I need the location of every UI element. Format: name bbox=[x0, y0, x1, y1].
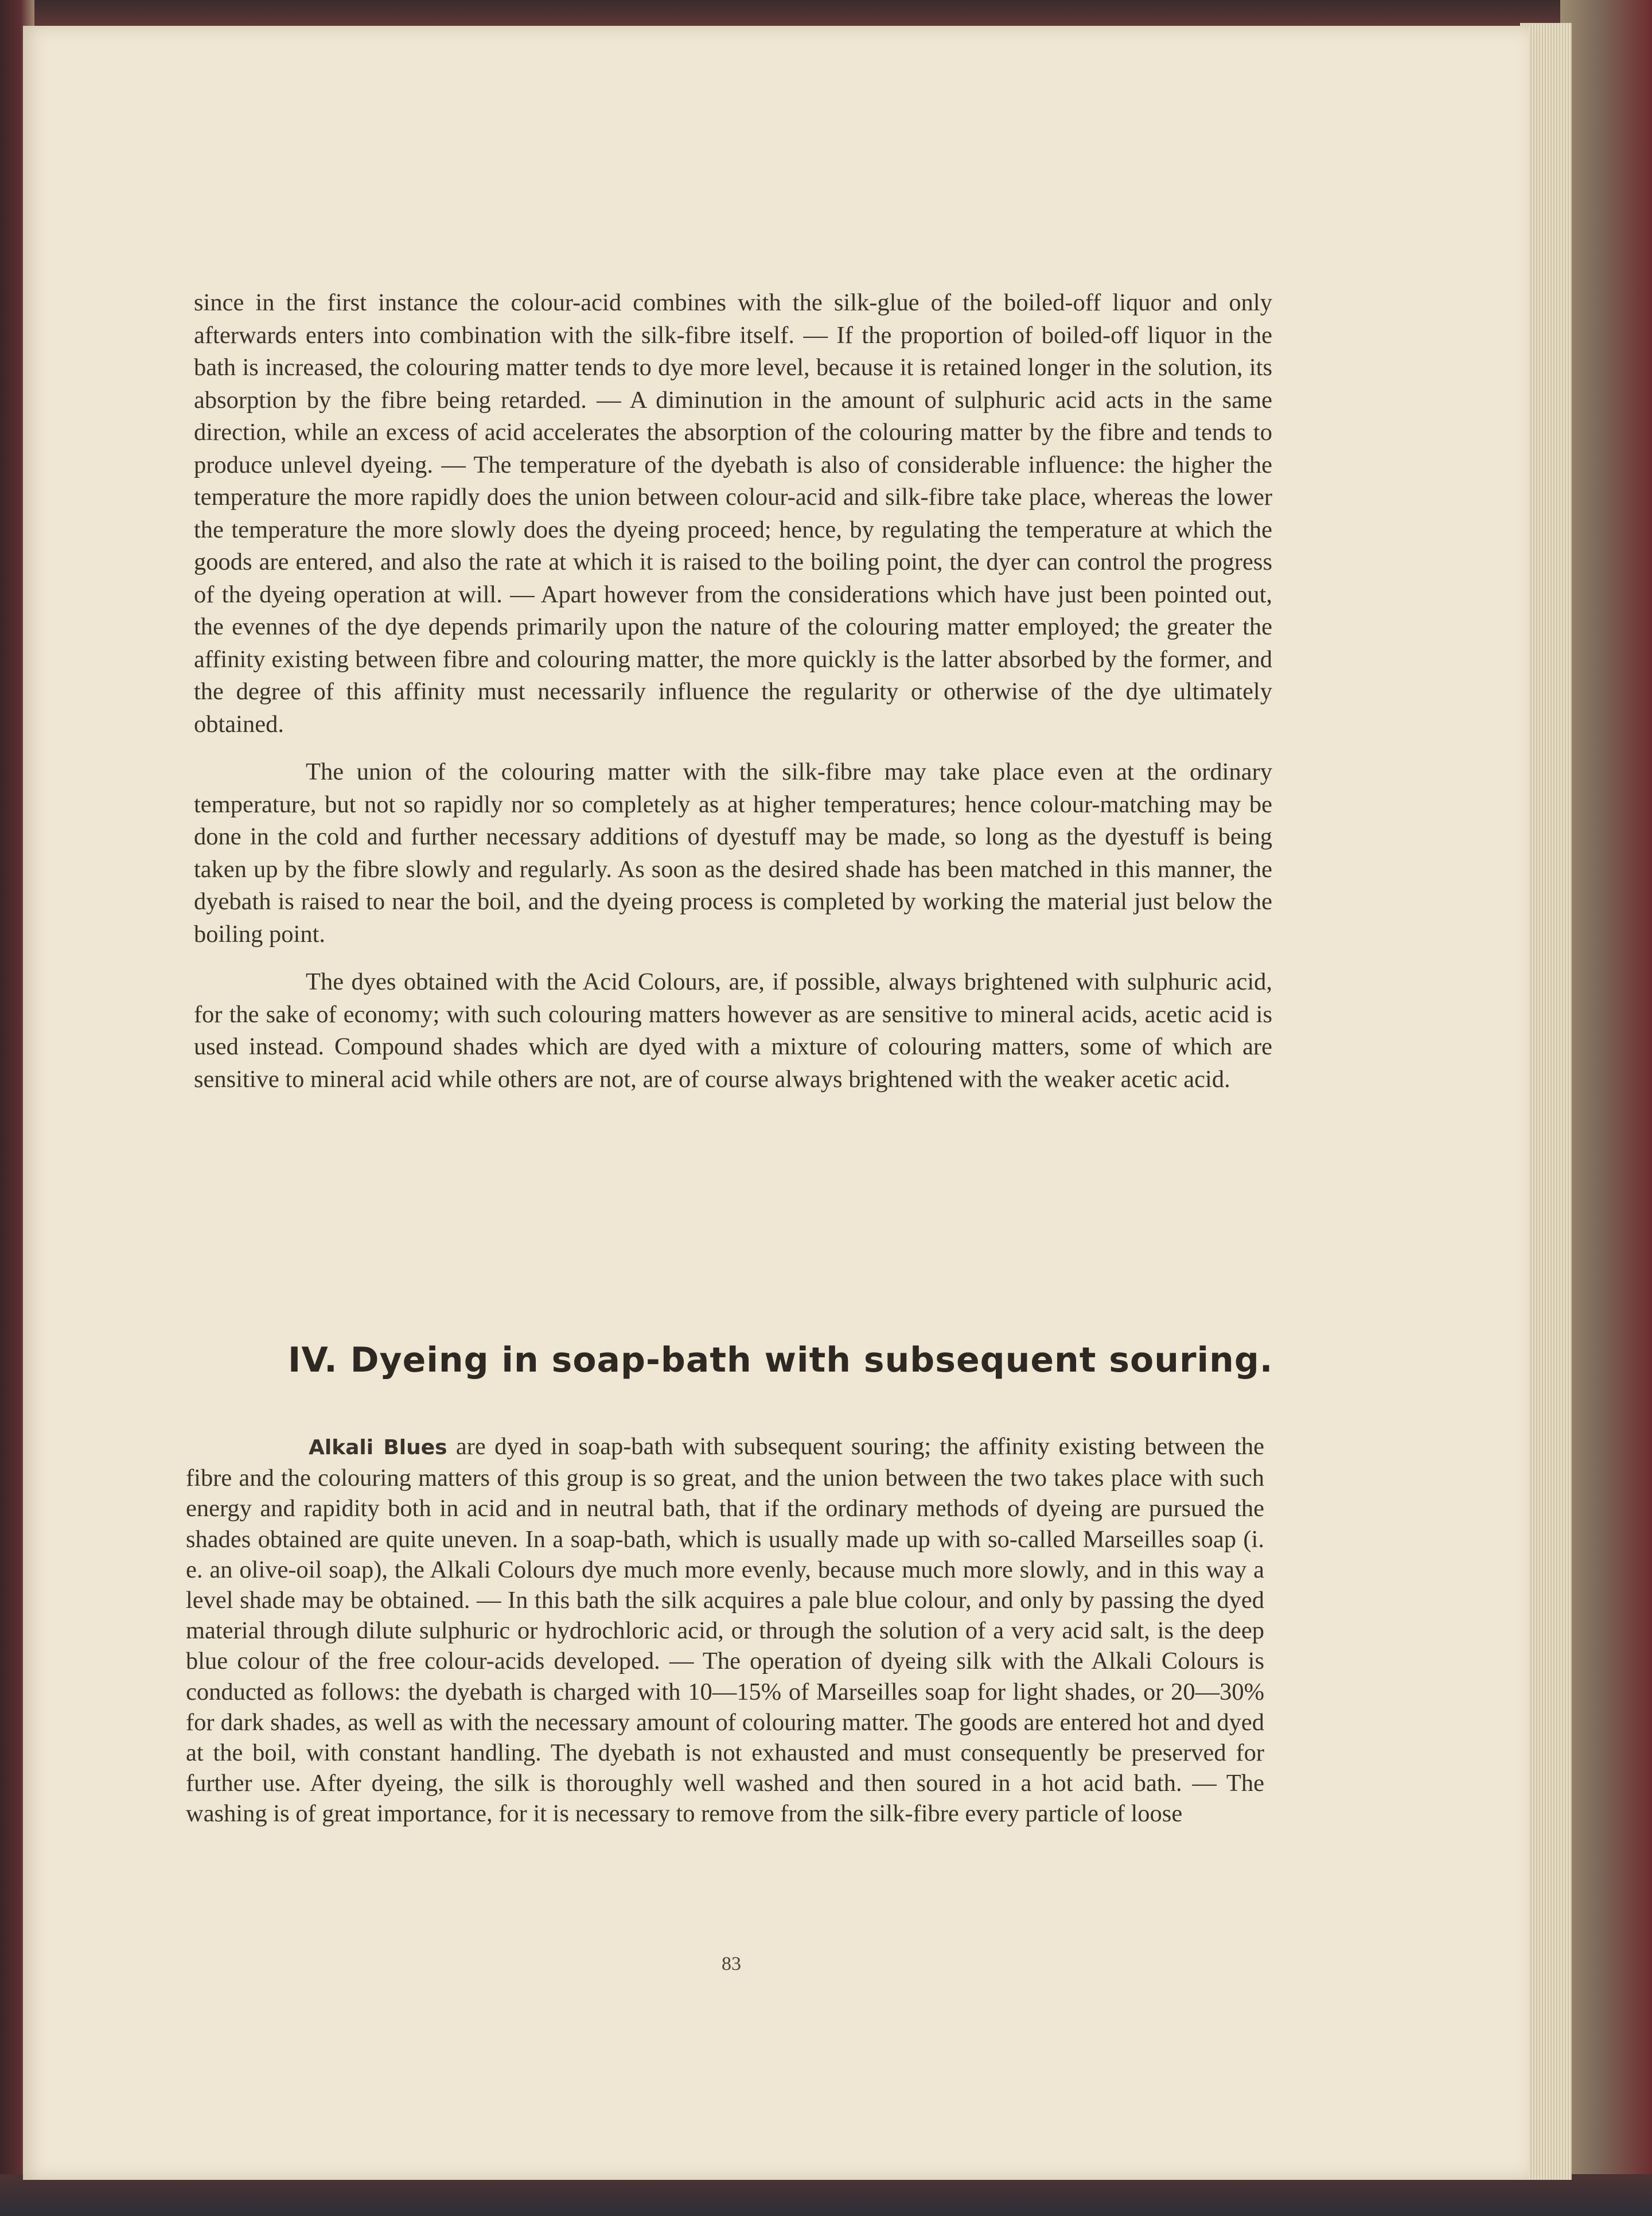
section-heading: IV. Dyeing in soap-bath with subsequent souring. bbox=[288, 1340, 1273, 1380]
paragraph-3: The dyes obtained with the Acid Colours, are, if possible, always brightened with sulphuric acid, for the sake of economy; with such colouring matters however as are sensitive to mineral acids, acetic acid is used instead. Compound shades which are dyed with a mixture of colouring matters, some of which are sensitive to mineral acid while others are not, are of course always brightened with the weaker acetic acid. bbox=[194, 968, 1272, 1093]
section-paragraph bbox=[186, 1431, 1264, 1829]
section-paragraph-text: are dyed in soap-bath with subsequent souring; the affinity existing between the fibre and the colouring matters of this group is so great, and the union between the two takes place with such energy and rapidity both in acid and in neutral bath, that if the ordinary methods of dyeing are pursued the shades obtained are quite uneven. In a soap-bath, which is usually made up with so-called Marseilles soap (i. e. an olive-oil soap), the Alkali Colours dye much more evenly, because much more slowly, and in this way a level shade may be obtained. — In this bath the silk acquires a pale blue colour, and only by passing the dyed material through dilute sulphuric or hydrochloric acid, or through the solution of a very acid salt, is the deep blue colour of the free colour-acids developed. — The operation of dyeing silk with the Alkali Colours is conducted as follows: the dyebath is charged with 10—15% of Marseilles soap for light shades, or 20—30% for dark shades, as well as with the necessary amount of colouring matter. The goods are entered hot and dyed at the boil, with constant handling. The dyebath is not exhausted and must consequently be preserved for further use. After dyeing, the silk is thoroughly well washed and then soured in a hot acid bath. — The washing is of great importance, for it is necessary to remove from the silk-fibre every particle of loose bbox=[186, 1433, 1265, 1828]
book-page bbox=[23, 26, 1529, 2180]
book-cover-right bbox=[1560, 0, 1652, 2216]
book-cover-bottom bbox=[0, 2174, 1652, 2216]
body-text bbox=[194, 287, 1272, 1096]
paragraph-1: since in the first instance the colour-acid combines with the silk-glue of the boiled-off liquor and only afterwards enters into combination with the silk-fibre itself. — If the proportion of boiled-off liquor in the bath is increased, the colouring matter tends to dye more level, because it is retained longer in the solution, its absorption by the fibre being retarded. — A diminution in the amount of sulphuric acid acts in the same direction, while an excess of acid accelerates the absorption of the colouring matter by the fibre and tends to produce unlevel dyeing. — The temperature of the dyebath is also of considerable influence: the higher the temperature the more rapidly does the union between colour-acid and silk-fibre take place, whereas the lower the temperature the more slowly does the dyeing proceed; hence, by regulating the temperature at which the goods are entered, and also the rate at which it is raised to the boiling point, the dyer can control the progress of the dyeing operation at will. — Apart however from the considerations which have just been pointed out, the evennes of the dye depends primarily upon the nature of the colouring matter employed; the greater the affinity existing between fibre and colouring matter, the more quickly is the latter absorbed by the former, and the degree of this affinity must necessarily influence the regularity or otherwise of the dye ultimately obtained. bbox=[194, 289, 1272, 738]
lead-term: Alkali Blues bbox=[309, 1436, 447, 1459]
section-body bbox=[186, 1431, 1264, 1829]
page-number: 83 bbox=[722, 1953, 741, 1974]
paragraph-2: The union of the colouring matter with the silk-fibre may take place even at the ordinary temperature, but not so rapidly nor so completely as at higher temperatures; hence colour-matching may be done in the cold and further necessary additions of dyestuff may be made, so long as the dyestuff is being taken up by the fibre slowly and regularly. As soon as the desired shade has been matched in this manner, the dyebath is raised to near the boil, and the dyeing process is completed by working the material just below the boiling point. bbox=[194, 758, 1272, 948]
